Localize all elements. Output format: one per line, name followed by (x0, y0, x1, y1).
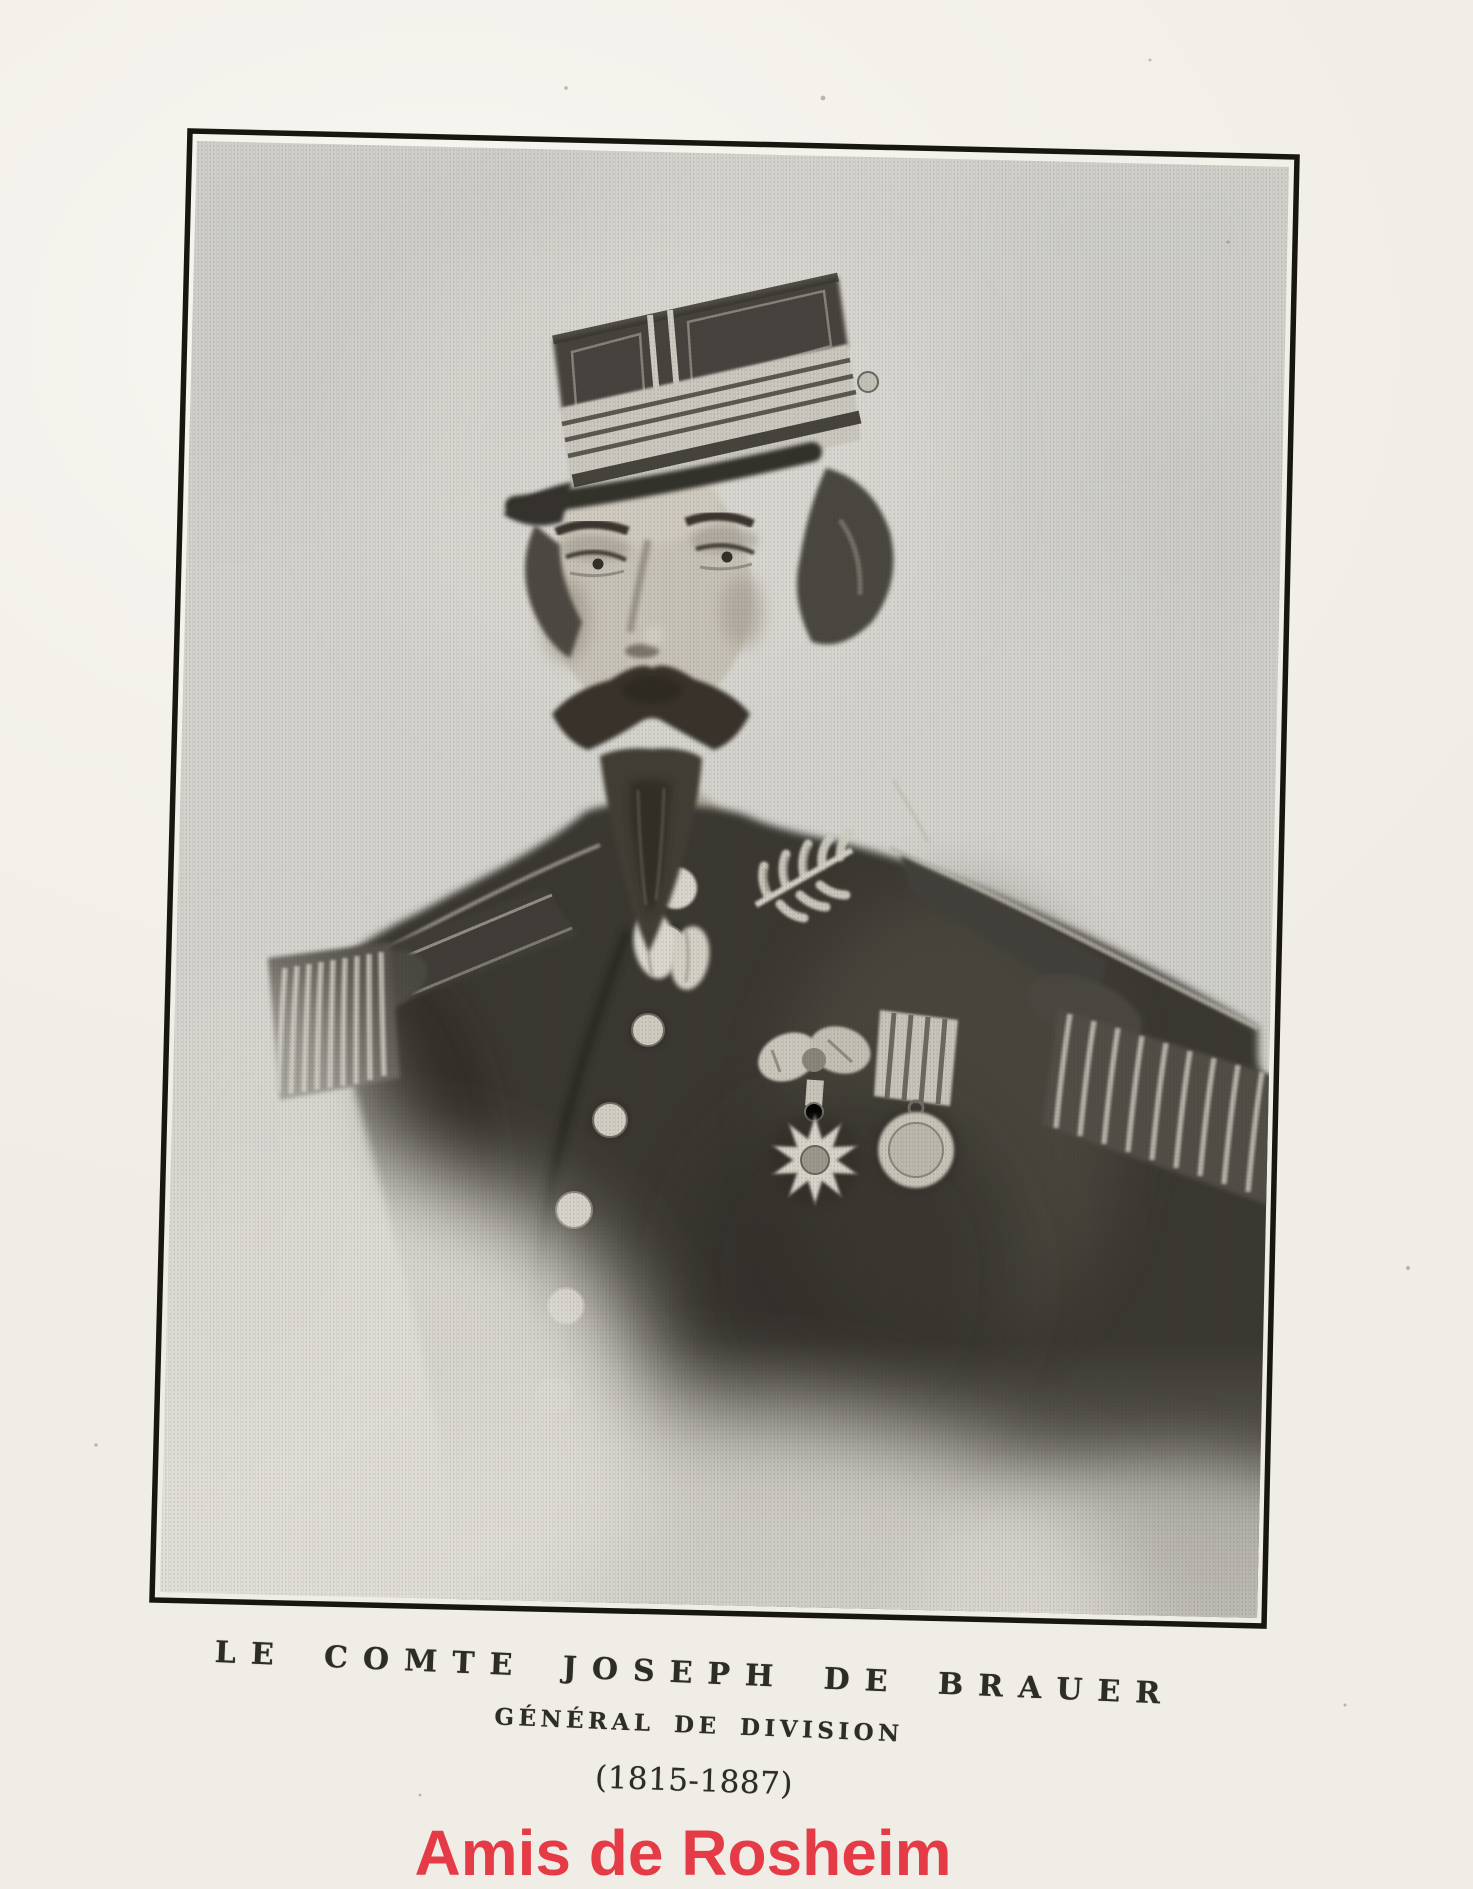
caption-title: LE COMTE JOSEPH DE BRAUER (214, 1635, 1176, 1712)
caption-dates: (1815-1887) (594, 1759, 794, 1803)
caption-subtitle: GÉNÉRAL DE DIVISION (493, 1703, 905, 1748)
watermark-text: Amis de Rosheim (414, 1817, 952, 1889)
photo-area (35, 120, 1400, 1825)
